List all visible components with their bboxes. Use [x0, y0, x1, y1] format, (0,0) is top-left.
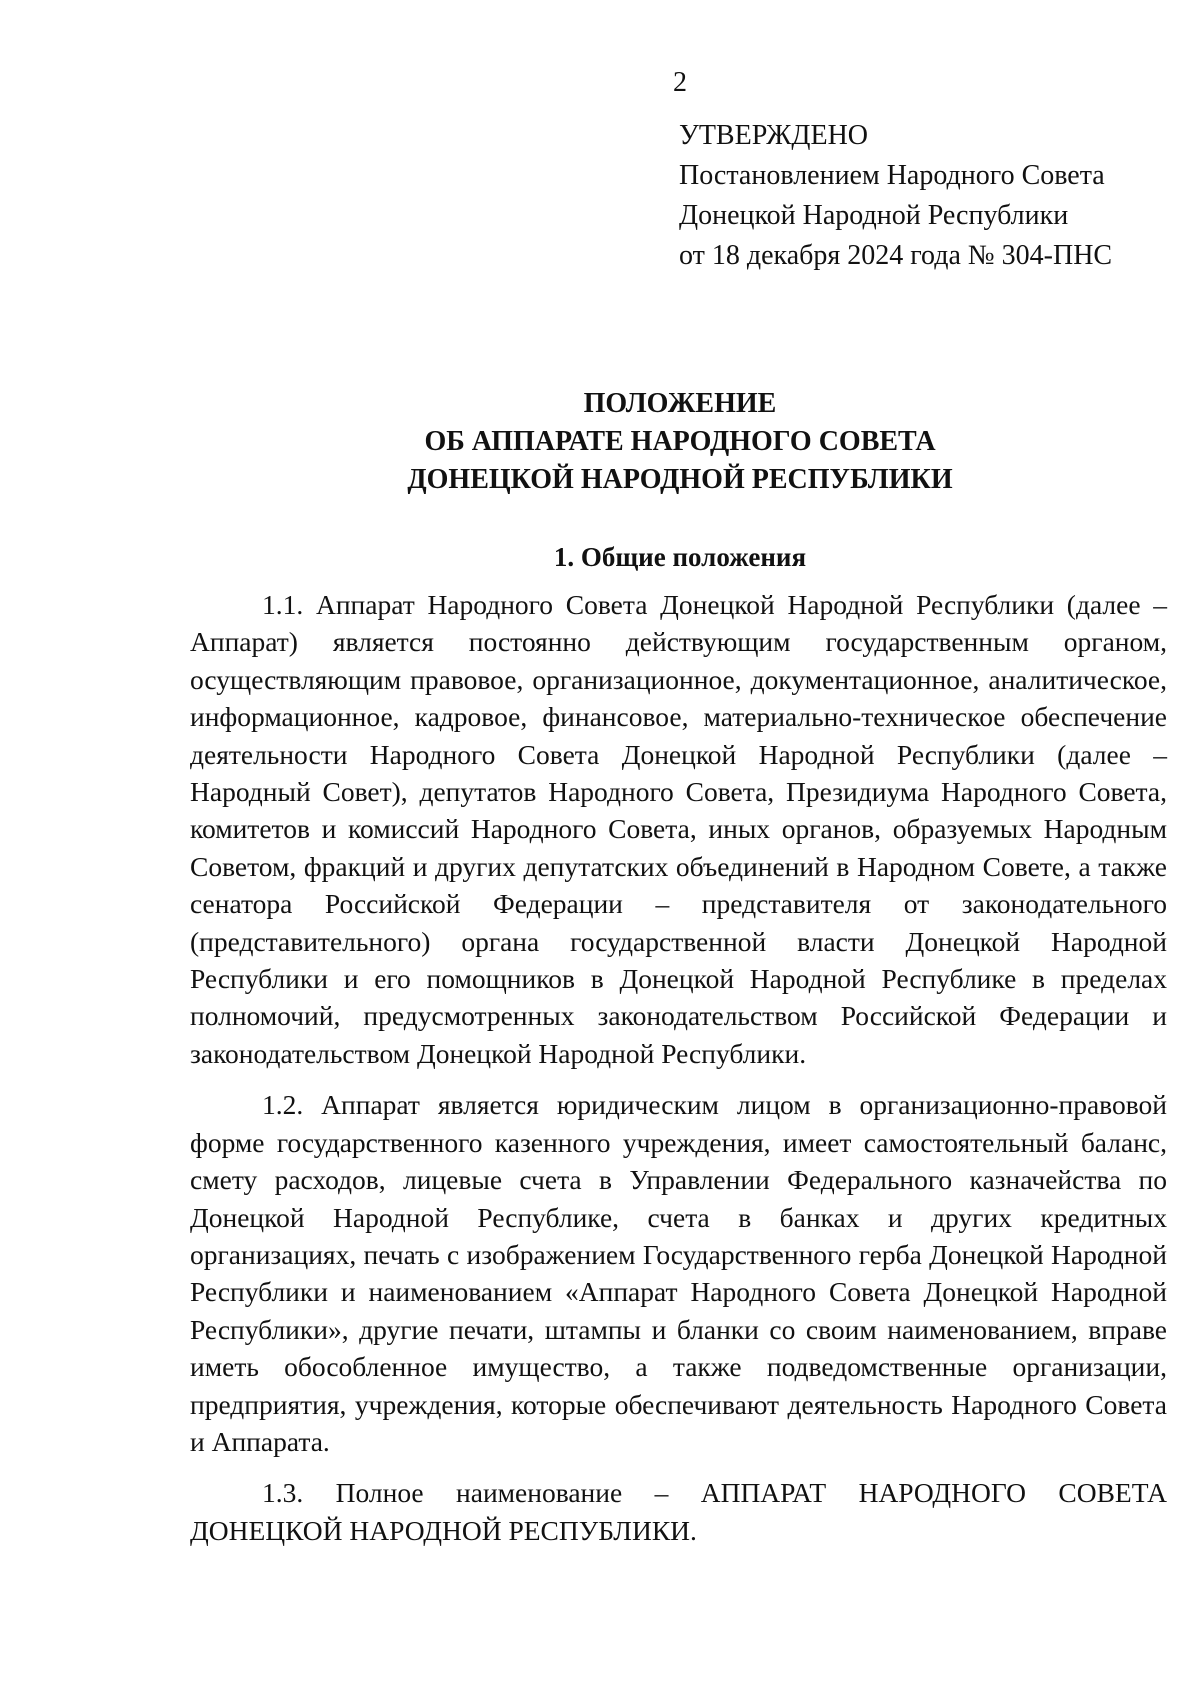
document-title-line-1: ПОЛОЖЕНИЕ	[583, 388, 777, 419]
paragraph-1-3: 1.3. Полное наименование – АППАРАТ НАРОДНОГО СОВЕТА ДОНЕЦКОЙ НАРОДНОЙ РЕСПУБЛИКИ.	[190, 1477, 1167, 1546]
approval-status: УТВЕРЖДЕНО	[679, 120, 869, 151]
section-heading-general-provisions: 1. Общие положения	[553, 542, 807, 572]
approval-authority-line: Постановлением Народного Совета	[679, 160, 1105, 191]
page-number: 2	[673, 67, 687, 98]
approval-stamp	[679, 116, 1112, 276]
approval-body-line: Донецкой Народной Республики	[679, 200, 1069, 231]
paragraph-1-2: 1.2. Аппарат является юридическим лицом в организационно-правовой форме государственного казенного учреждения, имеет самостоятельный баланс, смету расходов, лицевые счета в Управлении Федерального казначейства по Донецкой Народной Республике, счета в банках и других кредитных организациях, печать с изображением Государственного герба Донецкой Народной Республики и наименованием «Аппарат Народного Совета Донецкой Народной Республики», другие печати, штампы и бланки со своим наименованием, вправе иметь обособленное имущество, а также подведомственные организации, предприятия, учреждения, которые обеспечивают деятельность Народного Совета и Аппарата.	[190, 1089, 1167, 1457]
document-body	[190, 586, 1167, 1563]
approval-date-number: от 18 декабря 2024 года № 304-ПНС	[679, 240, 1113, 271]
document-title-line-3: ДОНЕЦКОЙ НАРОДНОЙ РЕСПУБЛИКИ	[407, 464, 953, 495]
document-title-line-2: ОБ АППАРАТЕ НАРОДНОГО СОВЕТА	[424, 426, 936, 457]
document-title	[0, 385, 1200, 499]
paragraph-1-1: 1.1. Аппарат Народного Совета Донецкой Народной Республики (далее – Аппарат) является постоянно действующим государственным органом, осуществляющим правовое, организационное, документационное, аналитическое, информационное, кадровое, финансовое, материально-техническое обеспечение деятельности Народного Совета Донецкой Народной Республики (далее – Народный Совет), депутатов Народного Совета, Президиума Народного Совета, комитетов и комиссий Народного Совета, иных органов, образуемых Народным Советом, фракций и других депутатских объединений в Народном Совете, а также сенатора Российской Федерации – представителя от законодательного (представительного) органа государственной власти Донецкой Народной Республики и его помощников в Донецкой Народной Республике в пределах полномочий, предусмотренных законодательством Российской Федерации и законодательством Донецкой Народной Республики.	[190, 589, 1167, 1069]
